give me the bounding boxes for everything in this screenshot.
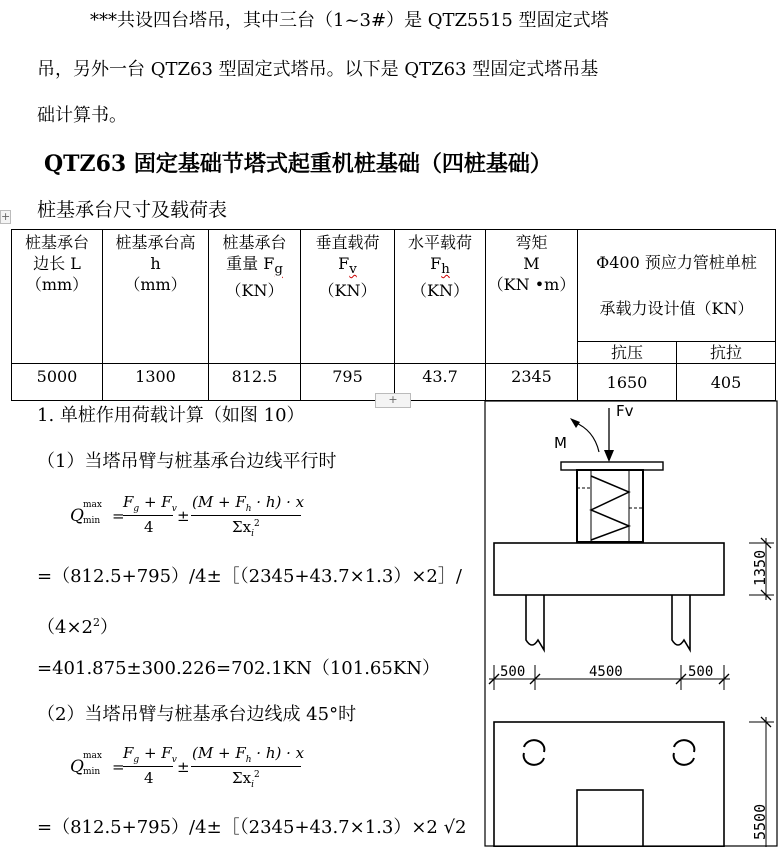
pile-symbol-left: [524, 740, 544, 752]
fv-arrow-head: [604, 450, 614, 462]
dim-plan-label: 5500: [751, 803, 769, 840]
header-cell-pile-capacity: Φ400 预应力管桩单桩 承载力设计值（KN）: [578, 230, 776, 342]
formula-1: Q max min = $F_g + F_v$ 4 ± $(M + F_h \cdot h) \cdot x$ $\Sigma x_i^2$: [70, 493, 305, 539]
intro-line-1: ***共设四台塔吊，其中三台（1~3#）是 QTZ5515 型固定式塔: [90, 10, 609, 31]
table-move-handle[interactable]: +: [1, 210, 11, 223]
calc-1-line-c: =401.875±300.226=702.1KN（101.65KN）: [37, 658, 441, 679]
header-cell-moment: 弯矩 M （KN •m）: [486, 230, 578, 364]
table-cell: 1300: [103, 364, 209, 401]
table-cell: 795: [301, 364, 395, 401]
dim-left-label: 500: [500, 664, 526, 680]
table-cell: 2345: [486, 364, 578, 401]
case-1-heading: （1）当塔吊臂与桩基承台边线平行时: [37, 451, 337, 472]
m-label: M: [554, 434, 567, 452]
moment-arc: [574, 422, 599, 452]
header-cell-compression: 抗压: [578, 342, 677, 364]
section-heading: 1. 单桩作用荷载计算（如图 10）: [37, 405, 305, 426]
document-title: QTZ63 固定基础节塔式起重机桩基础（四桩基础）: [44, 151, 552, 177]
header-cell-tension: 抗拉: [677, 342, 776, 364]
intro-line-2: 吊，另外一台 QTZ63 型固定式塔吊。以下是 QTZ63 型固定式塔吊基: [37, 59, 599, 80]
mast-section: [577, 470, 643, 542]
header-cell-length: 桩基承台 边长 L （mm）: [12, 230, 103, 364]
table-cell: 812.5: [209, 364, 301, 401]
table-cell: 43.7: [395, 364, 486, 401]
pile-left: [526, 595, 544, 650]
header-cell-vertical-load: 垂直载荷 $F_v$ （KN）: [301, 230, 395, 364]
mast-bracing: [591, 476, 629, 540]
pile-cap-elevation: [494, 543, 724, 595]
pile-symbol-right: [674, 740, 694, 752]
load-table: [11, 229, 776, 401]
table-cell: 1650: [578, 364, 677, 401]
figure-frame: [485, 401, 777, 846]
moment-arrow-head: [570, 418, 580, 428]
fv-label: Fv: [616, 402, 634, 420]
pile-right: [672, 595, 690, 650]
table-cell: 405: [677, 364, 776, 401]
formula-2: Q max min = $F_g + F_v$ 4 ± $(M + F_h \cdot h) \cdot x$ $\Sigma x_i^2$: [70, 744, 305, 790]
header-cell-height: 桩基承台高 h （mm）: [103, 230, 209, 364]
calc-1-line-a: =（812.5+795）/4±［（2345+43.7×1.3）×2］/: [37, 566, 462, 587]
header-cell-weight: 桩基承台 重量 $F_g$ （KN）: [209, 230, 301, 364]
calc-2-line-a: =（812.5+795）/4±［（2345+43.7×1.3）×2 √2: [37, 817, 467, 838]
calc-1-line-b: $(4\times 2^2)$: [37, 616, 118, 638]
dim-height-label: 1350: [751, 549, 769, 586]
dim-right-label: 500: [688, 664, 714, 680]
case-2-heading: （2）当塔吊臂与桩基承台边线成 45°时: [37, 704, 357, 725]
table-cell: 5000: [12, 364, 103, 401]
table-title: 桩基承台尺寸及载荷表: [37, 199, 228, 221]
pile-foundation-figure: [484, 400, 778, 847]
mast-footprint: [577, 790, 643, 847]
dim-mid-label: 4500: [589, 664, 623, 680]
header-cell-horizontal-load: 水平载荷 $F_h$ （KN）: [395, 230, 486, 364]
top-plate: [561, 462, 663, 470]
intro-line-3: 础计算书。: [37, 105, 127, 126]
add-row-button[interactable]: +: [375, 393, 411, 408]
